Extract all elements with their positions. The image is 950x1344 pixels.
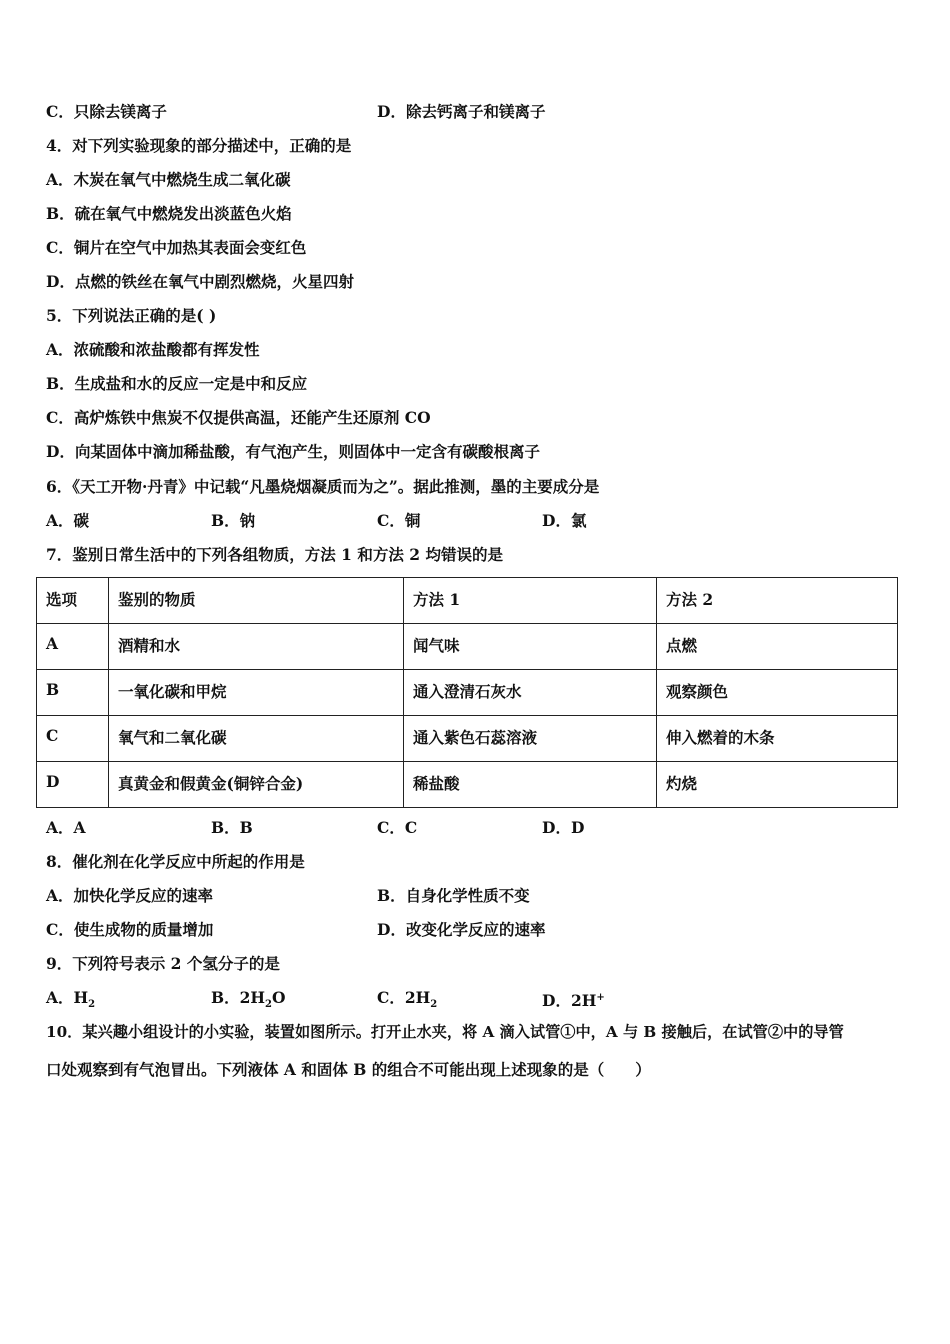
q9-option-d — [542, 987, 605, 1012]
q6-option-a: A．碳 — [46, 511, 90, 530]
q8-option-c: C．使生成物的质量增加 — [46, 920, 214, 939]
q10-stem-line2: 口处观察到有气泡冒出。下列液体 A 和固体 B 的组合不可能出现上述现象的是（ ） — [46, 1060, 651, 1079]
q9-option-a — [46, 987, 95, 1016]
q7-table — [36, 577, 898, 808]
header-cell: 选项 — [37, 578, 109, 624]
subscript: 2 — [88, 999, 96, 1011]
q5-option-a: A．浓硫酸和浓盐酸都有挥发性 — [46, 340, 260, 359]
q4-option-b: B．硫在氧气中燃烧发出淡蓝色火焰 — [46, 204, 292, 223]
table-cell: 氧气和二氧化碳 — [109, 716, 404, 762]
table-row — [37, 762, 898, 808]
q5-option-b: B．生成盐和水的反应一定是中和反应 — [46, 374, 308, 393]
q6-stem: 6．《天工开物·丹青》中记载“凡墨烧烟凝质而为之”。据此推测，墨的主要成分是 — [46, 477, 600, 496]
formula-text: A．H — [46, 988, 89, 1007]
q7-stem: 7．鉴别日常生活中的下列各组物质，方法 1 和方法 2 均错误的是 — [46, 545, 503, 564]
q5-stem: 5．下列说法正确的是( ) — [46, 306, 217, 325]
q7-option-c: C．C — [377, 818, 418, 837]
table-cell: C — [37, 716, 109, 762]
table-row — [37, 716, 898, 762]
header-cell: 鉴别的物质 — [109, 578, 404, 624]
formula-text: C．2H — [377, 988, 431, 1007]
table-cell: B — [37, 670, 109, 716]
q6-option-b: B．钠 — [211, 511, 256, 530]
formula-text: D．2H — [542, 991, 597, 1011]
q7-option-b: B．B — [211, 818, 253, 837]
q4-option-c: C．铜片在空气中加热其表面会变红色 — [46, 238, 307, 257]
superscript: + — [596, 992, 605, 1003]
q8-option-a: A．加快化学反应的速率 — [46, 886, 214, 905]
q9-option-c — [377, 987, 437, 1016]
table-cell: D — [37, 762, 109, 808]
table-cell: 灼烧 — [657, 762, 898, 808]
q5-option-d: D．向某固体中滴加稀盐酸，有气泡产生，则固体中一定含有碳酸根离子 — [46, 442, 540, 461]
table-cell: 酒精和水 — [109, 624, 404, 670]
q5-option-c: C．高炉炼铁中焦炭不仅提供高温，还能产生还原剂 CO — [46, 408, 431, 427]
q10-stem-line1: 10．某兴趣小组设计的小实验，装置如图所示。打开止水夹，将 A 滴入试管①中，A 与 B 接触后，在试管②中的导管 — [46, 1023, 844, 1041]
subscript: 2 — [265, 999, 272, 1011]
q4-option-a: A．木炭在氧气中燃烧生成二氧化碳 — [46, 170, 291, 189]
formula-text: O — [272, 988, 286, 1007]
table-row — [37, 670, 898, 716]
table-cell: 点燃 — [657, 624, 898, 670]
table-cell: 稀盐酸 — [404, 762, 657, 808]
q6-option-c: C．铜 — [377, 511, 421, 530]
q4-stem: 4．对下列实验现象的部分描述中，正确的是 — [46, 136, 352, 155]
table-cell: 通入澄清石灰水 — [404, 670, 657, 716]
q7-option-a: A．A — [46, 818, 86, 837]
q8-stem: 8．催化剂在化学反应中所起的作用是 — [46, 852, 305, 871]
table-row — [37, 624, 898, 670]
table-cell: 真黄金和假黄金(铜锌合金) — [109, 762, 404, 808]
option-c: C．只除去镁离子 — [46, 102, 167, 121]
q9-stem: 9．下列符号表示 2 个氢分子的是 — [46, 954, 280, 973]
subscript: 2 — [430, 999, 438, 1011]
q8-option-b: B．自身化学性质不变 — [377, 886, 530, 905]
option-d: D．除去钙离子和镁离子 — [377, 102, 546, 121]
table-cell: 伸入燃着的木条 — [657, 716, 898, 762]
table-cell: 闻气味 — [404, 624, 657, 670]
table-cell: 观察颜色 — [657, 670, 898, 716]
q8-option-d: D．改变化学反应的速率 — [377, 920, 546, 939]
q4-option-d: D．点燃的铁丝在氧气中剧烈燃烧，火星四射 — [46, 272, 354, 291]
table-cell: 通入紫色石蕊溶液 — [404, 716, 657, 762]
table-cell: A — [37, 624, 109, 670]
q9-option-b — [211, 987, 286, 1016]
table-header-row — [37, 578, 898, 624]
q7-option-d: D．D — [542, 818, 585, 837]
header-cell: 方法 1 — [404, 578, 657, 624]
table-cell: 一氧化碳和甲烷 — [109, 670, 404, 716]
formula-text: B．2H — [211, 988, 266, 1007]
q6-option-d: D．氯 — [542, 511, 587, 530]
header-cell: 方法 2 — [657, 578, 898, 624]
